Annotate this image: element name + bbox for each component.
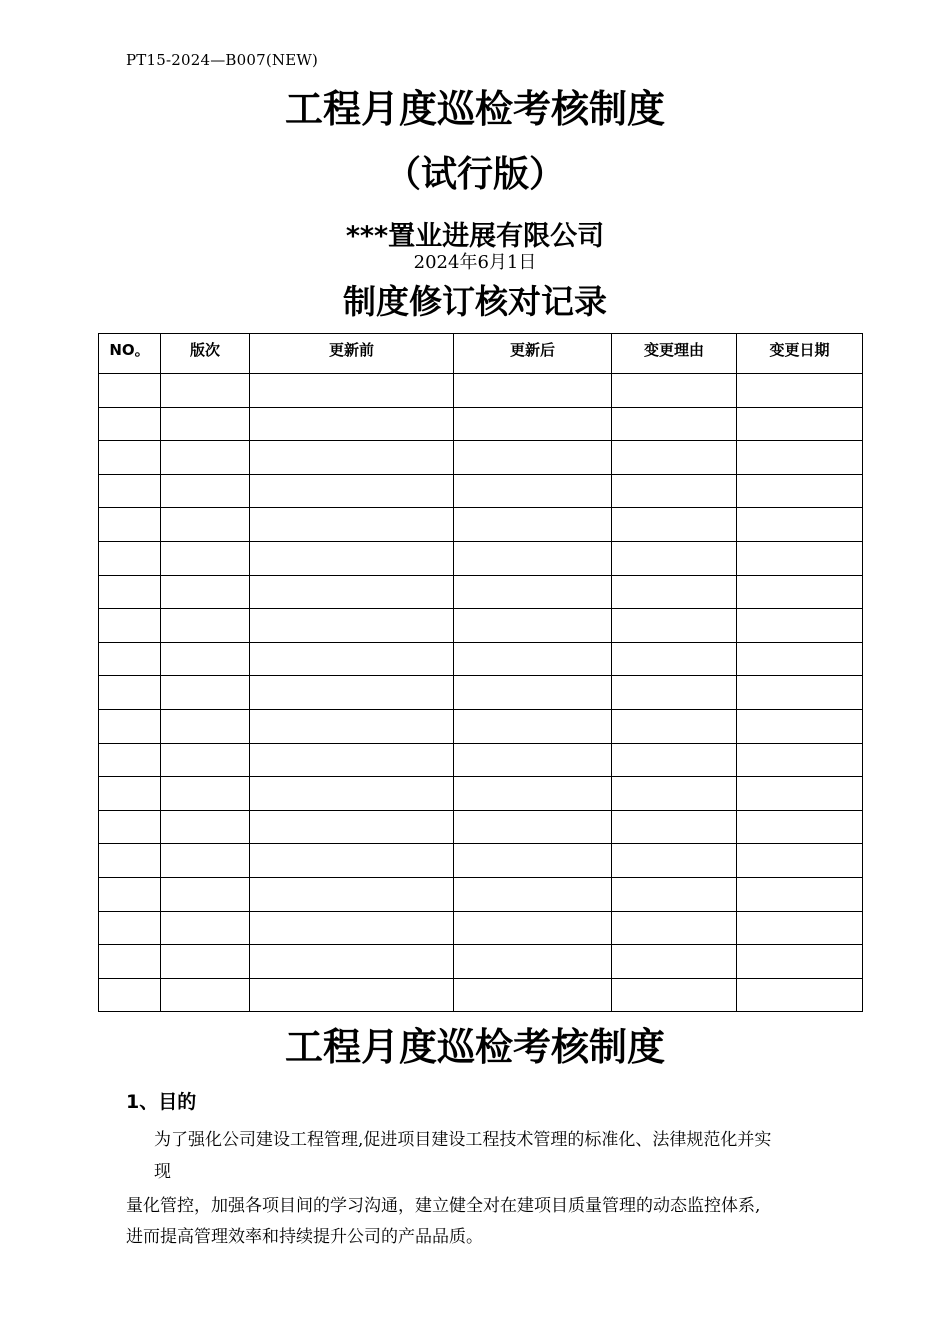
table-cell: [612, 777, 737, 811]
table-cell: [250, 945, 454, 979]
table-cell: [612, 508, 737, 542]
table-cell: [250, 709, 454, 743]
table-cell: [250, 844, 454, 878]
table-cell: [737, 945, 863, 979]
table-row: [99, 407, 863, 441]
header-version: 版次: [161, 334, 250, 374]
table-cell: [612, 844, 737, 878]
table-cell: [250, 474, 454, 508]
table-cell: [454, 575, 612, 609]
table-cell: [612, 911, 737, 945]
table-row: [99, 810, 863, 844]
table-row: [99, 441, 863, 475]
table-cell: [250, 407, 454, 441]
table-cell: [161, 709, 250, 743]
table-row: [99, 945, 863, 979]
document-date: 2024年6月1日: [413, 252, 537, 273]
revision-record-table: [98, 333, 863, 1012]
table-cell: [250, 877, 454, 911]
table-cell: [454, 743, 612, 777]
table-header-row: [99, 334, 863, 374]
table-cell: [737, 911, 863, 945]
table-row: [99, 374, 863, 408]
table-cell: [454, 642, 612, 676]
table-cell: [99, 407, 161, 441]
table-cell: [161, 575, 250, 609]
table-cell: [612, 978, 737, 1012]
table-cell: [454, 441, 612, 475]
table-cell: [612, 642, 737, 676]
table-cell: [161, 877, 250, 911]
table-cell: [161, 844, 250, 878]
table-cell: [737, 642, 863, 676]
table-cell: [250, 810, 454, 844]
table-row: [99, 474, 863, 508]
table-cell: [99, 642, 161, 676]
table-cell: [454, 945, 612, 979]
header-no: NO。: [99, 334, 161, 374]
table-cell: [161, 474, 250, 508]
table-cell: [737, 508, 863, 542]
table-cell: [250, 575, 454, 609]
table-cell: [737, 676, 863, 710]
table-row: [99, 575, 863, 609]
table-cell: [99, 810, 161, 844]
table-cell: [737, 575, 863, 609]
header-change-date: 变更日期: [737, 334, 863, 374]
table-cell: [612, 541, 737, 575]
table-cell: [161, 508, 250, 542]
table-cell: [454, 474, 612, 508]
table-cell: [454, 407, 612, 441]
table-row: [99, 609, 863, 643]
table-cell: [737, 978, 863, 1012]
table-cell: [161, 978, 250, 1012]
table-cell: [161, 642, 250, 676]
table-cell: [161, 777, 250, 811]
section-heading-purpose: 1、目的: [126, 1091, 197, 1113]
table-cell: [99, 374, 161, 408]
table-cell: [250, 978, 454, 1012]
table-cell: [454, 374, 612, 408]
table-cell: [454, 810, 612, 844]
table-cell: [99, 877, 161, 911]
table-row: [99, 911, 863, 945]
table-cell: [612, 407, 737, 441]
table-cell: [612, 709, 737, 743]
table-cell: [250, 911, 454, 945]
header-after: 更新后: [454, 334, 612, 374]
table-cell: [737, 777, 863, 811]
table-cell: [250, 508, 454, 542]
table-cell: [161, 945, 250, 979]
table-cell: [737, 743, 863, 777]
paragraph-line: 现: [154, 1162, 171, 1182]
table-cell: [454, 508, 612, 542]
table-row: [99, 844, 863, 878]
table-cell: [161, 676, 250, 710]
table-cell: [454, 777, 612, 811]
table-cell: [99, 709, 161, 743]
table-cell: [454, 609, 612, 643]
table-cell: [737, 441, 863, 475]
table-cell: [99, 945, 161, 979]
table-row: [99, 777, 863, 811]
table-cell: [737, 474, 863, 508]
paragraph-line: 为了强化公司建设工程管理,促进项目建设工程技术管理的标准化、法律规范化并实: [154, 1130, 772, 1150]
table-cell: [99, 441, 161, 475]
table-row: [99, 508, 863, 542]
table-cell: [99, 911, 161, 945]
table-cell: [161, 541, 250, 575]
document-title: 工程月度巡检考核制度: [284, 87, 665, 131]
table-row: [99, 709, 863, 743]
table-row: [99, 743, 863, 777]
document-code: PT15-2024—B007(NEW): [126, 51, 319, 69]
table-cell: [250, 743, 454, 777]
table-cell: [99, 609, 161, 643]
table-cell: [99, 777, 161, 811]
company-name: ***置业进展有限公司: [345, 221, 605, 252]
table-row: [99, 978, 863, 1012]
header-before: 更新前: [250, 334, 454, 374]
table-cell: [612, 877, 737, 911]
table-cell: [99, 575, 161, 609]
table-row: [99, 541, 863, 575]
table-cell: [454, 709, 612, 743]
table-cell: [737, 609, 863, 643]
table-cell: [250, 642, 454, 676]
section-title: 工程月度巡检考核制度: [284, 1025, 665, 1069]
paragraph-line: 进而提高管理效率和持续提升公司的产品品质。: [126, 1227, 483, 1247]
table-cell: [612, 441, 737, 475]
table-cell: [99, 541, 161, 575]
table-row: [99, 877, 863, 911]
table-cell: [612, 945, 737, 979]
table-cell: [612, 676, 737, 710]
table-cell: [737, 407, 863, 441]
table-cell: [99, 844, 161, 878]
table-cell: [454, 911, 612, 945]
table-cell: [99, 676, 161, 710]
table-cell: [612, 374, 737, 408]
table-cell: [161, 743, 250, 777]
table-cell: [737, 810, 863, 844]
table-cell: [250, 777, 454, 811]
paragraph-line: 量化管控，加强各项目间的学习沟通，建立健全对在建项目质量管理的动态监控体系,: [126, 1196, 761, 1216]
table-cell: [737, 709, 863, 743]
table-cell: [161, 911, 250, 945]
table-cell: [161, 810, 250, 844]
table-cell: [161, 441, 250, 475]
table-cell: [454, 877, 612, 911]
table-cell: [454, 676, 612, 710]
table-cell: [250, 609, 454, 643]
table-cell: [612, 474, 737, 508]
table-cell: [612, 743, 737, 777]
table-cell: [161, 407, 250, 441]
table-cell: [612, 575, 737, 609]
table-cell: [737, 374, 863, 408]
table-cell: [612, 609, 737, 643]
table-cell: [99, 474, 161, 508]
table-cell: [737, 877, 863, 911]
table-cell: [250, 374, 454, 408]
table-cell: [99, 508, 161, 542]
table-row: [99, 642, 863, 676]
table-cell: [454, 541, 612, 575]
table-cell: [250, 541, 454, 575]
table-cell: [454, 844, 612, 878]
table-cell: [737, 541, 863, 575]
table-row: [99, 676, 863, 710]
table-cell: [99, 978, 161, 1012]
document-subtitle: （试行版）: [384, 154, 565, 195]
table-cell: [99, 743, 161, 777]
table-cell: [737, 844, 863, 878]
table-cell: [161, 609, 250, 643]
table-cell: [612, 810, 737, 844]
table-cell: [250, 441, 454, 475]
table-cell: [250, 676, 454, 710]
table-cell: [454, 978, 612, 1012]
revision-record-title: 制度修订核对记录: [343, 282, 607, 321]
table-cell: [161, 374, 250, 408]
header-reason: 变更理由: [612, 334, 737, 374]
